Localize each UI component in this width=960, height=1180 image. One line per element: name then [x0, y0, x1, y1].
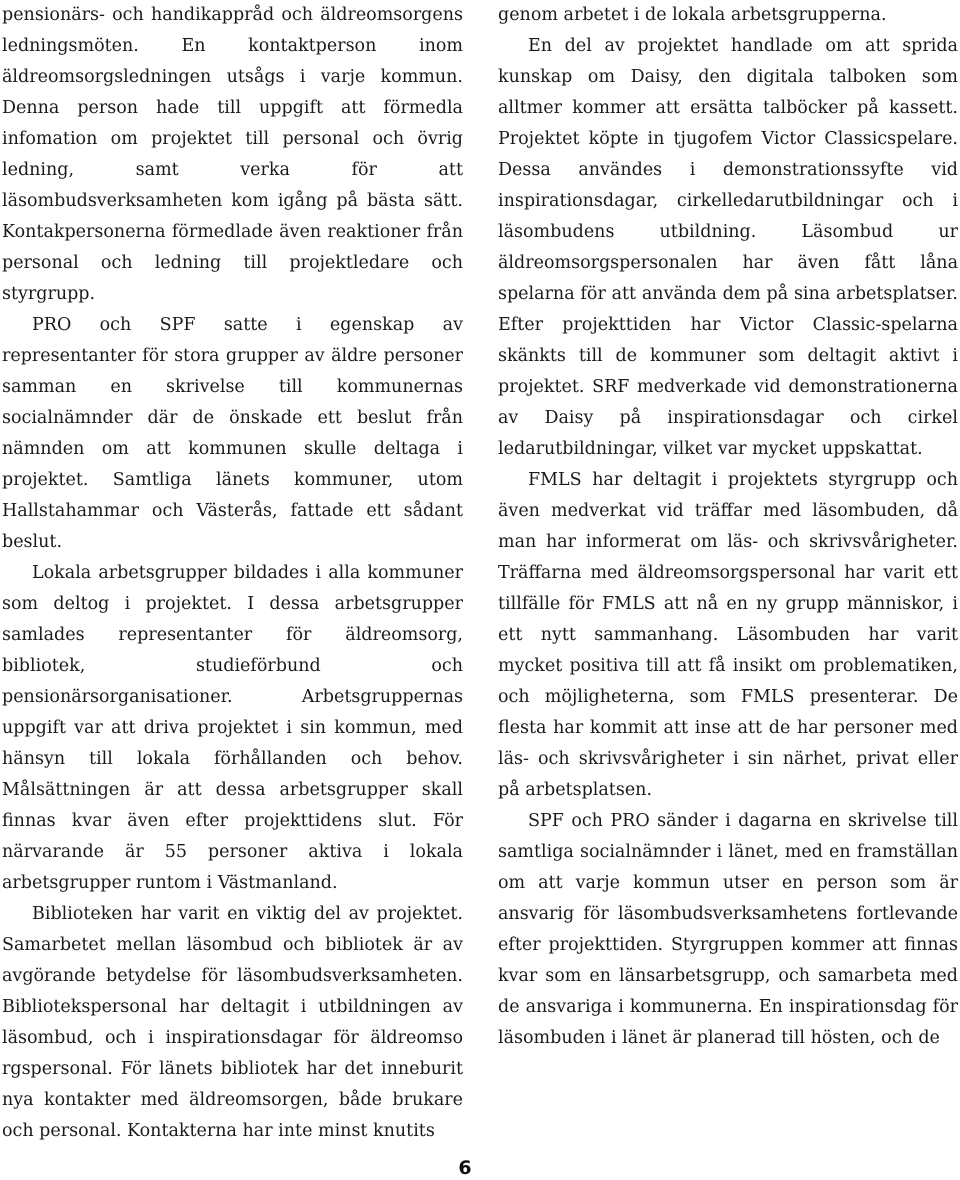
page-number: 6: [458, 1157, 472, 1179]
paragraph-left-3: Lokala arbetsgrupper bildades i alla kommuner som deltog i projektet. I dessa arbetsgrupper samlades representanter för äldreomsorg, bibliotek, studieförbund och pensionärsorganisationer. Arbetsgruppernas uppgift var att driva projektet i sin kommun, med hänsyn till lokala förhållanden och behov. Målsättningen är att dessa arbetsgrupper skall finnas kvar även efter projekttidens slut. För närvarande är 55 personer aktiva i lokala arbetsgrupper runtom i Västmanland.: [2, 563, 463, 893]
paragraph-right-2: En del av projektet handlade om att sprida kunskap om Daisy, den digitala talboken som alltmer kommer att ersätta talböcker på kassett. Projektet köpte in tjugofem Victor Classicspelare. Dessa användes i demonstrationssyfte vid inspirationsdagar, cirkelledarutbildningar och i läsombudens utbildning. Läsombud ur äldreomsorgspersonalen har även fått låna spelarna för att använda dem på sina arbetsplatser. Efter projekttiden har Victor Classic-spelarna skänkts till de kommuner som deltagit aktivt i projektet. SRF medverkade vid demonstrationerna av Daisy på inspirationsdagar och cirkel ledarutbildningar, vilket var mycket uppskattat.: [498, 36, 958, 459]
paragraph-right-3: FMLS har deltagit i projektets styrgrupp och även medverkat vid träffar med läsombuden, då man har informerat om läs- och skrivsvårigheter. Träffarna med äldreomsorgspersonal har varit ett tillfälle för FMLS att nå en ny grupp människor, i ett nytt sammanhang. Läsombuden har varit mycket positiva till att få insikt om problematiken, och möjligheterna, som FMLS presenterar. De flesta har kommit att inse att de har personer med läs- och skrivsvårigheter i sin närhet, privat eller på arbetsplatsen.: [498, 470, 958, 800]
paragraph-right-1: genom arbetet i de lokala arbetsgrupperna.: [498, 5, 887, 25]
left-column: [2, 0, 463, 1147]
paragraph-right-4: SPF och PRO sänder i dagarna en skrivelse till samtliga socialnämnder i länet, med en framställan om att varje kommun utser en person som är ansvarig för läsombudsverksamhetens fortlevande efter projekttiden. Styrgruppen kommer att finnas kvar som en länsarbetsgrupp, och samarbeta med de ansvariga i kommunerna. En inspirationsdag för läsombuden i länet är planerad till hösten, och de: [498, 811, 958, 1048]
paragraph-left-2: PRO och SPF satte i egenskap av representanter för stora grupper av äldre personer samman en skrivelse till kommunernas socialnämnder där de önskade ett beslut från nämnden om att kommunen skulle deltaga i projektet. Samtliga länets kommuner, utom Hallstahammar och Västerås, fattade ett sådant beslut.: [2, 315, 463, 552]
right-column: [498, 0, 958, 1054]
paragraph-left-4: Biblioteken har varit en viktig del av projektet. Samarbetet mellan läsombud och bibliotek är av avgörande betydelse för läsombudsverksamheten. Bibliotekspersonal har deltagit i utbildningen av läsombud, och i inspirationsdagar för äldreomso rgspersonal. För länets bibliotek har det inneburit nya kontakter med äldreomsorgen, både brukare och personal. Kontakterna har inte minst knutits: [2, 904, 463, 1141]
paragraph-left-1: pensionärs- och handikappråd och äldreomsorgens ledningsmöten. En kontaktperson inom äldreomsorgsledningen utsågs i varje kommun. Denna person hade till uppgift att förmedla infomation om projektet till personal och övrig ledning, samt verka för att läsombudsverksamheten kom igång på bästa sätt. Kontakpersonerna förmedlade även reaktioner från personal och ledning till projektledare och styrgrupp.: [2, 5, 463, 304]
